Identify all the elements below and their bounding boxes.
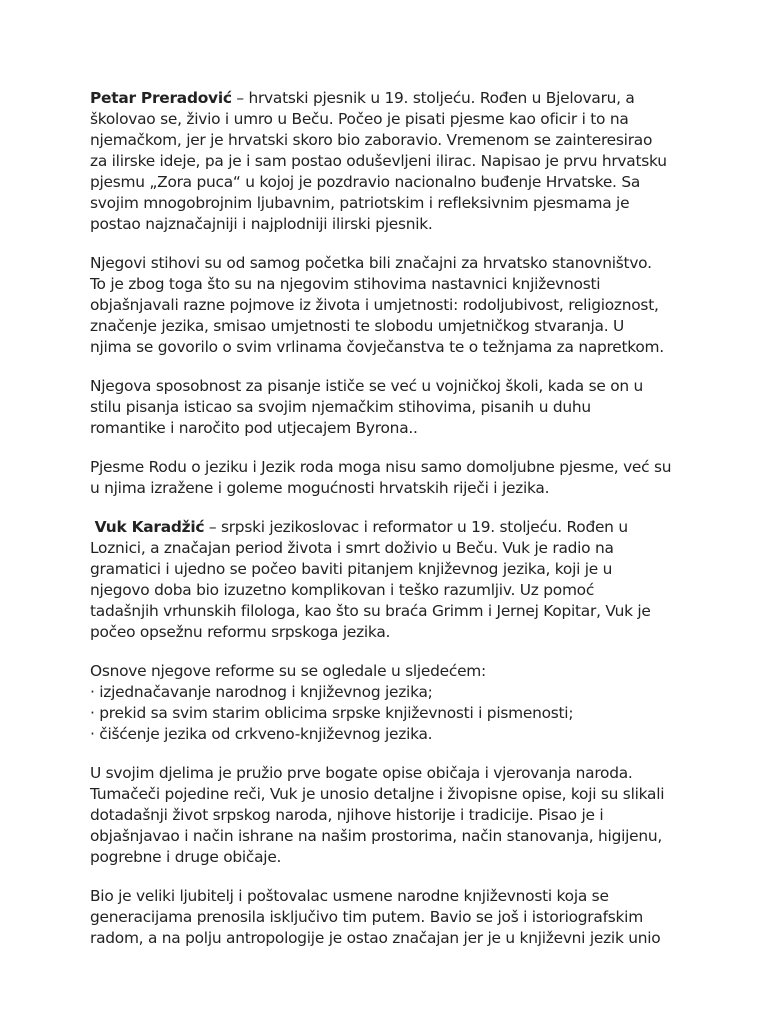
paragraph-preradovic-intro [90, 88, 688, 235]
paragraph-reform-basics: Osnove njegove reforme su se ogledale u sljedećem: · izjednačavanje narodnog i književnog jezika; · prekid sa svim starim oblicima srpske književnosti i pismenosti; · čišćenje jezika od crkveno-književnog jezika. [90, 662, 574, 743]
paragraph-verses-significance: Njegovi stihovi su od samog početka bili značajni za hrvatsko stanovništvo. To je zbog toga što su na njegovim stihovima nastavnici književnosti objašnjavali razne pojmove iz života i umjetnosti: rodoljubivost, religioznost, značenje jezika, smisao umjetnosti te slobodu umjetničkog stvaranja. U njima se govorilo o svim vrlinama čovječanstva te o težnjama za napretkom. [90, 254, 664, 356]
author-name-preradovic: Petar Preradović [90, 89, 232, 107]
document-page [90, 88, 688, 967]
paragraph-writing-ability: Njegova sposobnost za pisanje ističe se već u vojničkoj školi, kada se on u stilu pisanja isticao sa svojim njemačkim stihovima, pisanih u duhu romantike i naročito pod utjecajem Byrona.. [90, 377, 644, 437]
paragraph-customs: U svojim djelima je pružio prve bogate opise običaja i vjerovanja naroda. Tumačeči pojedine reči, Vuk je unosio detaljne i živopisne opise, koji su slikali dotadašnji život srpskog naroda, njihove historije i tradicije. Pisao je i objašnjavao i način ishrane na našim prostorima, način stanovanja, higijenu, pogrebne i druge običaje. [90, 764, 665, 866]
author-name-karadzic: Vuk Karadžić [94, 518, 205, 536]
paragraph-karadzic-intro [90, 517, 688, 643]
paragraph-oral-literature: Bio je veliki ljubitelj i poštovalac usmene narodne književnosti koja se generacijama prenosila isključivo tim putem. Bavio se još i istoriografskim radom, a na polju antropologije je ostao značajan jer je u književni jezik unio [90, 887, 661, 947]
paragraph-text: – hrvatski pjesnik u 19. stoljeću. Rođen u Bjelovaru, a školovao se, živio i umro u Beču. Počeo je pisati pjesme kao oficir i to na njemačkom, jer je hrvatski skoro bio zaboravio. Vremenom se zainteresirao za ilirske ideje, pa je i sam postao oduševljeni ilirac. Napisao je prvu hrvatsku pjesmu „Zora puca“ u kojoj je pozdravio nacionalno buđenje Hrvatske. Sa svojim mnogobrojnim ljubavnim, patriotskim i refleksivnim pjesmama je postao najznačajniji i najplodniji ilirski pjesnik. [90, 89, 667, 233]
paragraph-poems: Pjesme Rodu o jeziku i Jezik roda moga nisu samo domoljubne pjesme, već su u njima izražene i goleme mogućnosti hrvatskih riječi i jezika. [90, 458, 672, 497]
paragraph-text: – srpski jezikoslovac i reformator u 19. stoljeću. Rođen u Loznici, a značajan period života i smrt doživio u Beču. Vuk je radio na gramatici i ujedno se počeo baviti pitanjem književnog jezika, koji je u njegovo doba bio izuzetno komplikovan i teško razumljiv. Uz pomoć tadašnjih vrhunskih filologa, kao što su braća Grimm i Jernej Kopitar, Vuk je počeo opsežnu reformu srpskoga jezika. [90, 518, 651, 641]
